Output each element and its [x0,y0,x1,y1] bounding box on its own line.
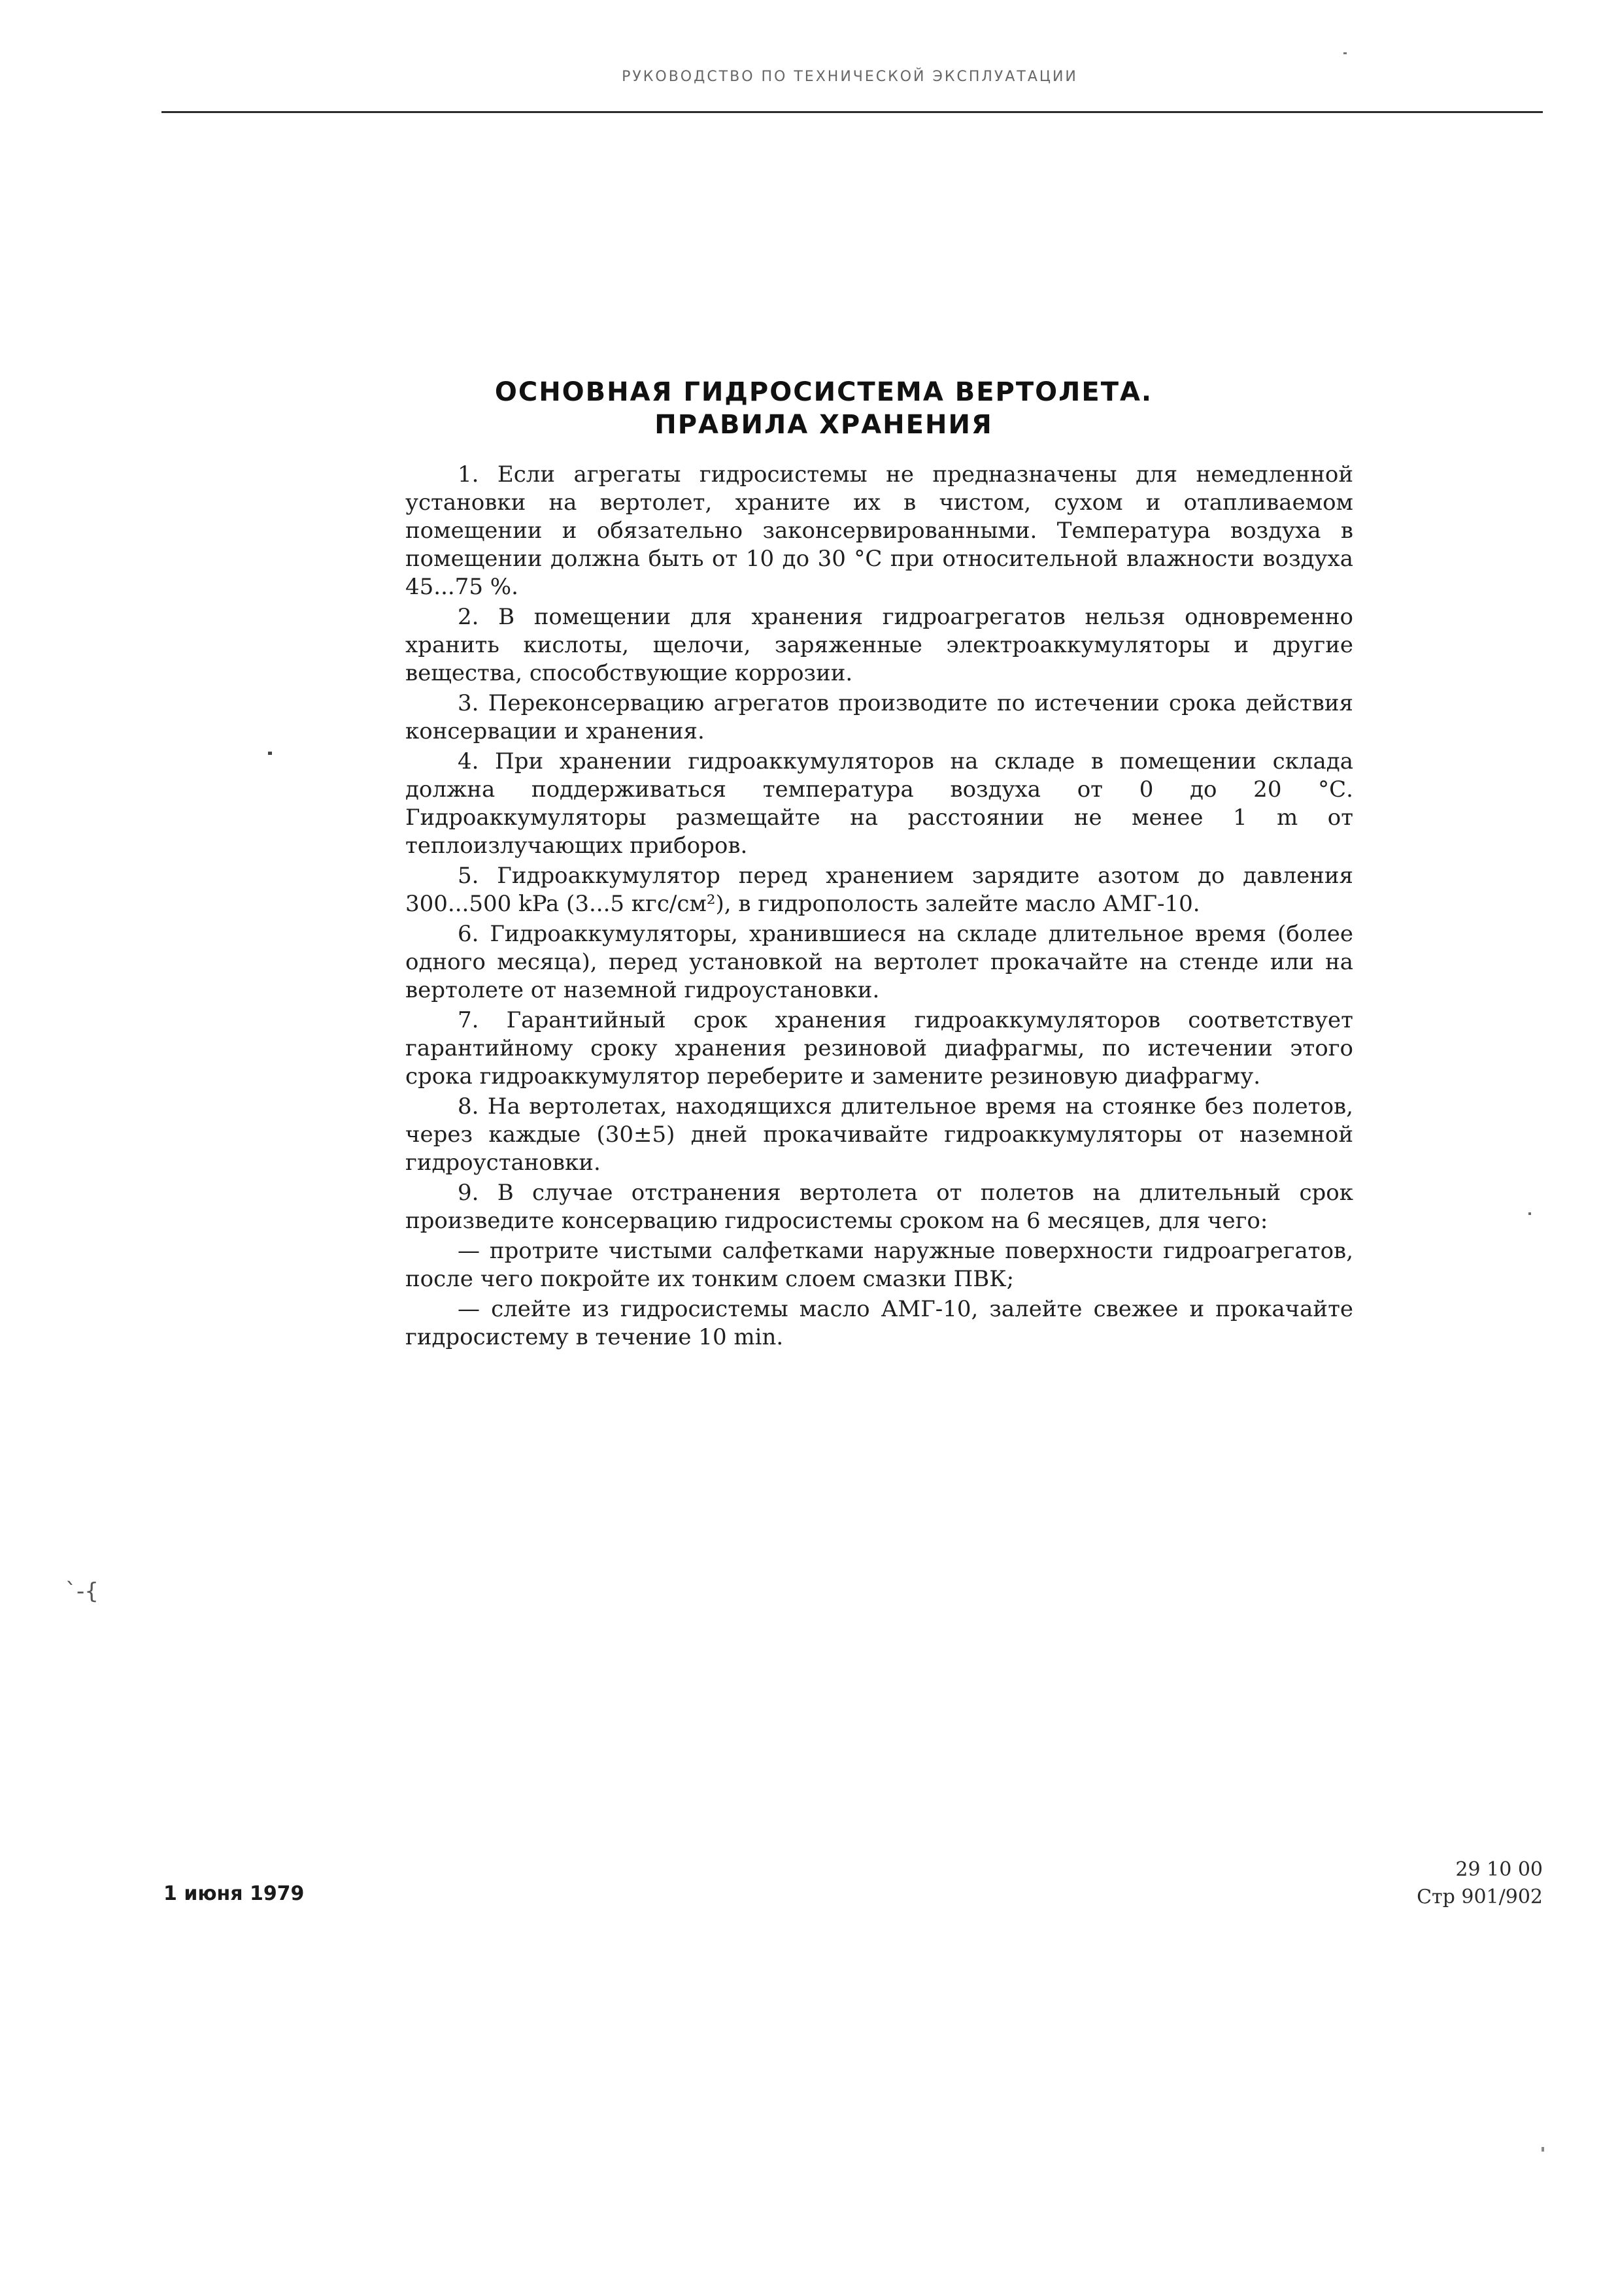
footer-date: 1 июня 1979 [163,1882,305,1905]
sub-item-1: — протрите чистыми салфетками наружные поверхности гидроагрегатов, после чего покройте их тонким слоем смазки ПВК; [405,1238,1353,1292]
margin-mark: `-{ [65,1578,99,1605]
scan-speck [1343,52,1347,54]
paragraph-7: 7. Гарантийный срок хранения гидроаккумуляторов соответствует гарантийному сроку хранения резиновой диафрагмы, по истечении этого срока гидроаккумулятор переберите и замените резиновую диафрагму. [405,1007,1353,1090]
paragraph-9: 9. В случае отстранения вертолета от полетов на длительный срок произведите консервацию гидросистемы сроком на 6 месяцев, для чего: [405,1180,1353,1234]
paragraph-5: 5. Гидроаккумулятор перед хранением зарядите азотом до давления 300...500 kPa (3...5 кгс/см²), в гидрополость залейте масло АМГ-10. [405,863,1353,917]
footer-code [1360,1856,1543,1911]
paragraph-4: 4. При хранении гидроаккумуляторов на складе в помещении склада должна поддерживаться температура воздуха от 0 до 20 °С. Гидроаккумуляторы размещайте на расстоянии не менее 1 m от теплоизлучающих приборов. [405,748,1353,859]
paragraph-2: 2. В помещении для хранения гидроагрегатов нельзя одновременно хранить кислоты, щелочи, заряженные электроаккумуляторы и другие вещества, способствующие коррозии. [405,604,1353,686]
scan-speck [1542,2147,1544,2152]
page-number: Стр 901/902 [1417,1886,1543,1908]
page-title-line-1: ОСНОВНАЯ ГИДРОСИСТЕМА ВЕРТОЛЕТА. [494,377,1153,407]
paragraph-8: 8. На вертолетах, находящихся длительное время на стоянке без полетов, через каждые (30±5) дней прокачивайте гидроаккумуляторы от наземной гидроустановки. [405,1093,1353,1176]
sub-item-2: — слейте из гидросистемы масло АМГ-10, залейте свежее и прокачайте гидросистему в течение 10 min. [405,1296,1353,1350]
body-text [405,461,1353,1354]
running-header: РУКОВОДСТВО ПО ТЕХНИЧЕСКОЙ ЭКСПЛУАТАЦИИ [622,69,1078,85]
scan-speck [268,752,272,755]
page-title [405,376,1242,441]
paragraph-6: 6. Гидроаккумуляторы, хранившиеся на складе длительное время (более одного месяца), перед установкой на вертолет прокачайте на стенде или на вертолете от наземной гидроустановки. [405,921,1353,1003]
section-code: 29 10 00 [1455,1858,1543,1881]
scan-speck [1528,1212,1531,1215]
page-title-line-2: ПРАВИЛА ХРАНЕНИЯ [654,410,993,440]
paragraph-3: 3. Переконсервацию агрегатов производите по истечении срока действия консервации и хранения. [405,690,1353,744]
paragraph-1: 1. Если агрегаты гидросистемы не предназначены для немедленной установки на вертолет, храните их в чистом, сухом и отапливаемом помещении и обязательно законсервированными. Температура воздуха в помещении должна быть от 10 до 30 °С при относительной влажности воздуха 45...75 %. [405,461,1353,600]
header-rule [161,111,1543,113]
